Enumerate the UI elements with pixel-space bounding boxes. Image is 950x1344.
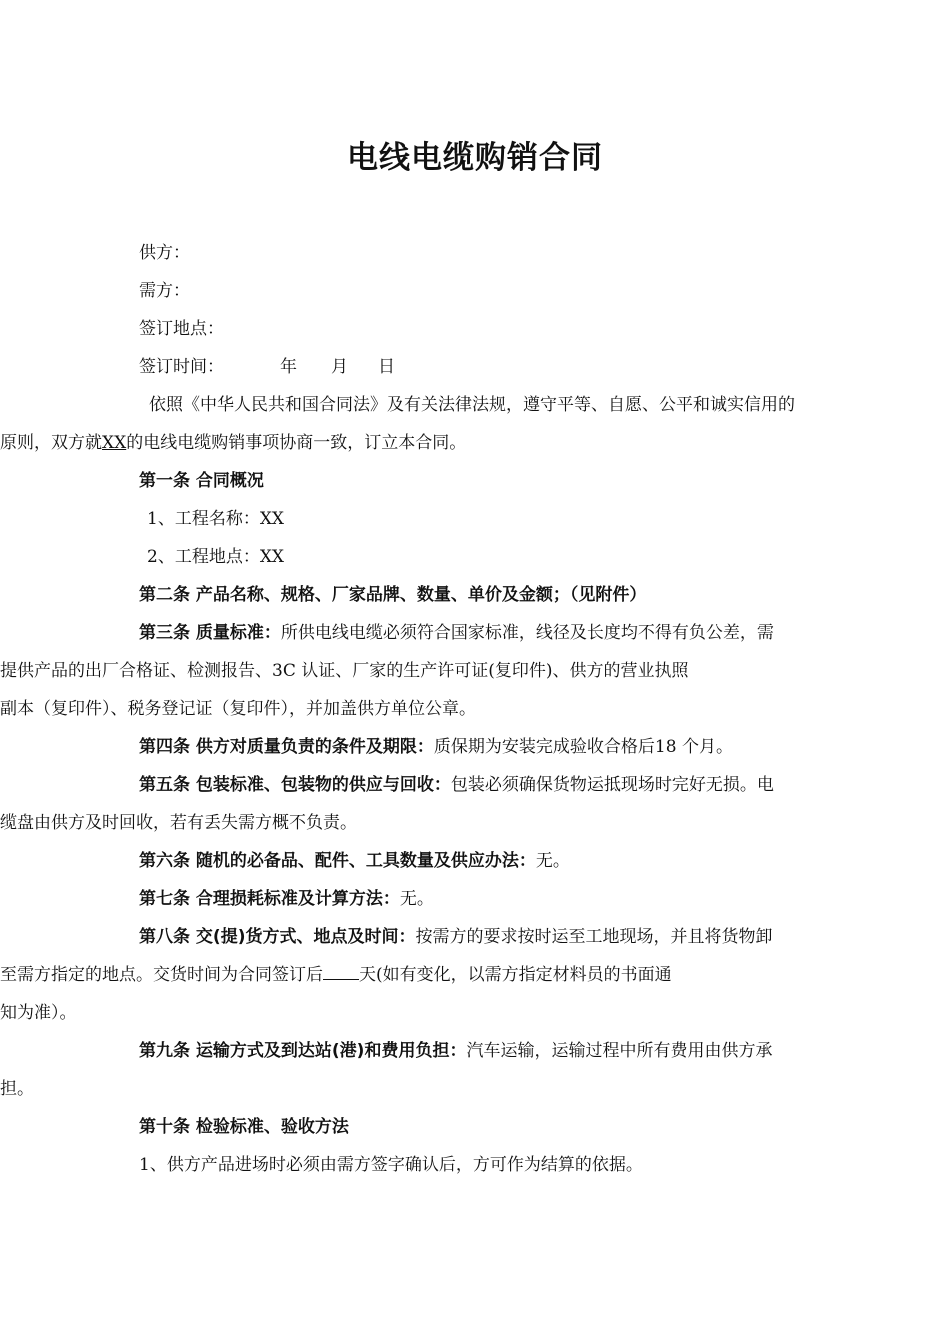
article-6 bbox=[139, 842, 849, 880]
article-10-item-1: 1、供方产品进场时必须由需方签字确认后，方可作为结算的依据。 bbox=[139, 1155, 643, 1175]
article-9-text-2: 担。 bbox=[0, 1079, 34, 1099]
article-5-heading: 第五条 包装标准、包装物的供应与回收： bbox=[139, 775, 451, 795]
article-6-heading: 第六条 随机的必备品、配件、工具数量及供应办法： bbox=[139, 851, 536, 871]
signing-time-field bbox=[139, 348, 849, 386]
article-8-text-1: 按需方的要求按时运至工地现场，并且将货物卸 bbox=[415, 927, 773, 947]
year-label: 年 bbox=[280, 357, 297, 377]
article-8-heading: 第八条 交(提)货方式、地点及时间： bbox=[139, 927, 416, 947]
article-3 bbox=[0, 614, 849, 728]
article-6-text: 无。 bbox=[535, 851, 570, 871]
article-5 bbox=[0, 766, 849, 842]
signing-time-label: 签订时间： bbox=[139, 357, 224, 377]
article-3-text-2: 提供产品的出厂合格证、检测报告、3C 认证、厂家的生产许可证(复印件)、供方的营业执照 bbox=[0, 661, 689, 681]
day-label: 日 bbox=[378, 357, 395, 377]
article-4 bbox=[139, 728, 849, 766]
article-7-heading: 第七条 合理损耗标准及计算方法： bbox=[139, 889, 400, 909]
article-1-item-1: 1、工程名称：XX bbox=[147, 509, 285, 529]
article-3-text-3: 副本（复印件）、税务登记证（复印件），并加盖供方单位公章。 bbox=[0, 699, 476, 719]
article-9 bbox=[0, 1032, 849, 1108]
preamble-line-2: 原则，双方就XX的电线电缆购销事项协商一致，订立本合同。 bbox=[0, 433, 467, 453]
article-4-heading: 第四条 供方对质量负责的条件及期限： bbox=[139, 737, 434, 757]
preamble-line-1: 依照《中华人民共和国合同法》及有关法律法规，遵守平等、自愿、公平和诚实信用的 bbox=[149, 395, 795, 415]
article-10-heading: 第十条 检验标准、验收方法 bbox=[139, 1117, 349, 1137]
article-8-text-3: 知为准）。 bbox=[0, 1003, 77, 1023]
article-9-heading: 第九条 运输方式及到达站(港)和费用负担： bbox=[139, 1041, 467, 1061]
article-1-heading: 第一条 合同概况 bbox=[139, 471, 264, 491]
project-placeholder: XX bbox=[102, 433, 127, 453]
article-7 bbox=[139, 880, 849, 918]
article-4-text: 质保期为安装完成验收合格后18 个月。 bbox=[433, 737, 733, 757]
article-8 bbox=[0, 918, 849, 1032]
article-7-text: 无。 bbox=[399, 889, 434, 909]
article-5-text-1: 包装必须确保货物运抵现场时完好无损。电 bbox=[450, 775, 774, 795]
preamble bbox=[0, 386, 849, 462]
signing-place-field: 签订地点： bbox=[139, 319, 224, 339]
article-3-heading: 第三条 质量标准： bbox=[139, 623, 281, 643]
article-8-text-2: 至需方指定的地点。交货时间为合同签订后 天(如有变化，以需方指定材料员的书面通 bbox=[0, 956, 849, 994]
article-2-heading: 第二条 产品名称、规格、厂家品牌、数量、单价及金额；（见附件） bbox=[139, 585, 647, 605]
article-9-text-1: 汽车运输，运输过程中所有费用由供方承 bbox=[466, 1041, 773, 1061]
supplier-field: 供方： bbox=[139, 243, 190, 263]
document-title: 电线电缆购销合同 bbox=[347, 140, 603, 176]
month-label: 月 bbox=[331, 357, 348, 377]
article-3-text-1: 所供电线电缆必须符合国家标准，线径及长度均不得有负公差，需 bbox=[280, 623, 774, 643]
buyer-field: 需方： bbox=[139, 281, 190, 301]
article-5-text-2: 缆盘由供方及时回收，若有丢失需方概不负责。 bbox=[0, 813, 357, 833]
delivery-days-blank bbox=[323, 961, 359, 980]
article-1-item-2: 2、工程地点：XX bbox=[147, 547, 285, 567]
contract-body bbox=[0, 234, 849, 1184]
